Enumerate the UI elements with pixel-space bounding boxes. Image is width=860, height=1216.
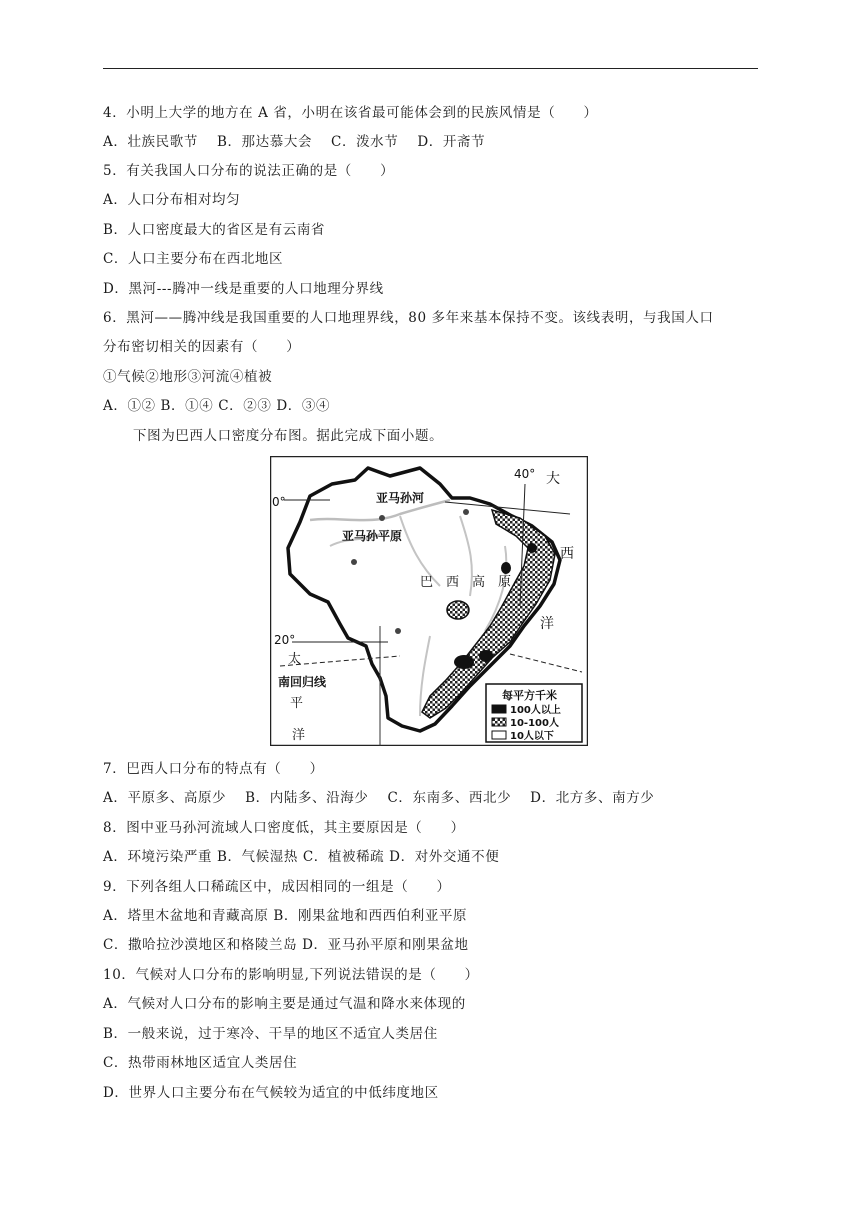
plain-label: 亚马孙平原 xyxy=(342,529,403,543)
q10-stem: 10．气候对人口分布的影响明显,下列说法错误的是（ ） xyxy=(103,967,479,983)
legend-swatch-high xyxy=(492,705,506,713)
q8-stem: 8．图中亚马孙河流域人口密度低，其主要原因是（ ） xyxy=(103,820,465,836)
legend xyxy=(486,684,582,742)
q5-option-d: D．黑河---腾冲一线是重要的人口地理分界线 xyxy=(103,281,384,297)
plateau-label: 巴 西 高 原 xyxy=(420,575,512,590)
q6-stem-1: 6．黑河——腾冲线是我国重要的人口地理界线，80 多年来基本保持不变。该线表明，与我国人口 xyxy=(103,310,714,326)
legend-item-mid: 10-100人 xyxy=(510,718,559,729)
q6-factors: ①气候②地形③河流④植被 xyxy=(103,369,273,385)
density-spot-1 xyxy=(454,655,474,669)
city-dot-2 xyxy=(351,559,357,565)
header-rule xyxy=(103,68,758,69)
city-dot-3 xyxy=(395,628,401,634)
density-spot-4 xyxy=(527,543,537,553)
legend-swatch-low xyxy=(492,731,506,739)
lat-0-label: 0° xyxy=(272,495,286,509)
legend-swatch-mid xyxy=(492,718,506,726)
q10-option-a: A．气候对人口分布的影响主要是通过气温和降水来体现的 xyxy=(103,996,466,1012)
brazil-population-density-map xyxy=(270,456,588,746)
q6-stem-2: 分布密切相关的因素有（ ） xyxy=(103,339,301,355)
q5-stem: 5．有关我国人口分布的说法正确的是（ ） xyxy=(103,163,395,179)
q10-option-d: D．世界人口主要分布在气候较为适宜的中低纬度地区 xyxy=(103,1085,439,1101)
density-spot-3 xyxy=(501,562,511,574)
map-intro: 下图为巴西人口密度分布图。据此完成下面小题。 xyxy=(133,428,444,444)
density-spot-2 xyxy=(479,650,493,662)
q5-option-c: C．人口主要分布在西北地区 xyxy=(103,251,284,267)
q10-option-c: C．热带雨林地区适宜人类居住 xyxy=(103,1055,298,1071)
legend-item-low: 10人以下 xyxy=(510,731,554,742)
lat-20-label: 20° xyxy=(274,633,296,647)
lat-40-label: 40° xyxy=(514,467,536,481)
q10-option-b: B．一般来说，过于寒冷、干旱的地区不适宜人类居住 xyxy=(103,1026,438,1042)
ocean-left-3: 洋 xyxy=(292,728,306,743)
ocean-right-2: 西 xyxy=(560,546,574,562)
q4-options: A．壮族民歌节 B．那达慕大会 C．泼水节 D．开斋节 xyxy=(103,134,486,150)
river-label: 亚马孙河 xyxy=(376,491,425,505)
q6-options: A．①② B．①④ C．②③ D．③④ xyxy=(103,398,331,414)
q5-option-b: B．人口密度最大的省区是有云南省 xyxy=(103,222,326,238)
ocean-left-1: 太 xyxy=(288,652,302,667)
density-inland-patch xyxy=(447,601,469,619)
ocean-right-1: 大 xyxy=(546,471,560,487)
q5-option-a: A．人口分布相对均匀 xyxy=(103,192,241,208)
q7-options: A．平原多、高原少 B．内陆多、沿海少 C．东南多、西北少 D．北方多、南方少 xyxy=(103,790,655,806)
tropic-label: 南回归线 xyxy=(278,675,327,689)
city-dot-4 xyxy=(463,509,469,515)
city-dot-1 xyxy=(379,515,385,521)
q7-stem: 7．巴西人口分布的特点有（ ） xyxy=(103,761,324,777)
q4-stem: 4．小明上大学的地方在 A 省，小明在该省最可能体会到的民族风情是（ ） xyxy=(103,105,598,121)
legend-item-high: 100人以上 xyxy=(510,705,561,716)
q9-options-ab: A．塔里木盆地和青藏高原 B．刚果盆地和西西伯利亚平原 xyxy=(103,908,468,924)
ocean-left-2: 平 xyxy=(290,696,304,711)
ocean-right-3: 洋 xyxy=(540,616,554,632)
q9-options-cd: C．撒哈拉沙漠地区和格陵兰岛 D．亚马孙平原和刚果盆地 xyxy=(103,937,469,953)
legend-title: 每平方千米 xyxy=(502,689,557,702)
q8-options: A．环境污染严重 B．气候湿热 C．植被稀疏 D．对外交通不便 xyxy=(103,849,500,865)
q9-stem: 9．下列各组人口稀疏区中，成因相同的一组是（ ） xyxy=(103,879,451,895)
